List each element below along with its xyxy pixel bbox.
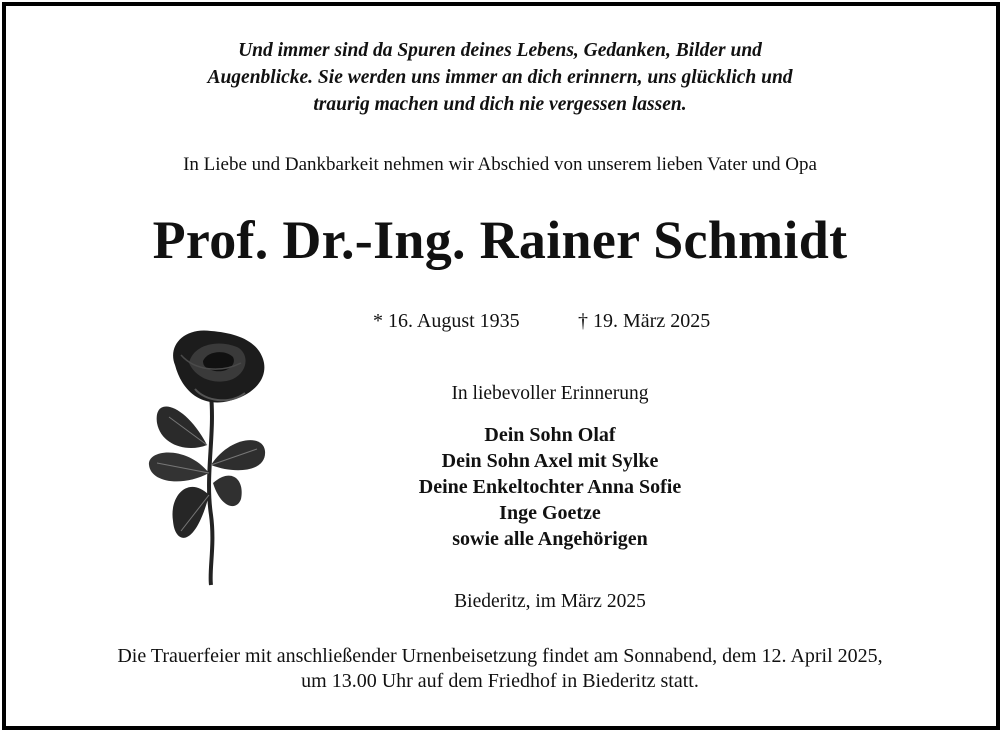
mourner-3: Deine Enkeltochter Anna Sofie <box>418 476 682 498</box>
mourner-2: Dein Sohn Axel mit Sylke <box>441 450 659 472</box>
rose-icon <box>145 325 285 590</box>
poem-line-3: traurig machen und dich nie vergessen lassen. <box>313 94 687 115</box>
memory-line: In liebevoller Erinnerung <box>451 383 649 404</box>
mourner-4: Inge Goetze <box>499 502 601 524</box>
mourner-5: sowie alle Angehörigen <box>452 528 648 550</box>
birth-date: * 16. August 1935 <box>373 310 520 332</box>
poem-line-2: Augenblicke. Sie werden uns immer an dich erinnern, uns glücklich und <box>207 67 793 88</box>
funeral-note-line-1: Die Trauerfeier mit anschließender Urnenbeisetzung findet am Sonnabend, dem 12. April 2025, <box>117 645 883 667</box>
funeral-note-line-2: um 13.00 Uhr auf dem Friedhof in Biederitz statt. <box>301 670 699 692</box>
place-date: Biederitz, im März 2025 <box>454 591 646 612</box>
death-date: † 19. März 2025 <box>578 310 711 332</box>
farewell-intro: In Liebe und Dankbarkeit nehmen wir Abschied von unserem lieben Vater und Opa <box>183 154 817 175</box>
deceased-name: Prof. Dr.-Ing. Rainer Schmidt <box>152 210 848 270</box>
poem-line-1: Und immer sind da Spuren deines Lebens, Gedanken, Bilder und <box>238 40 762 61</box>
mourner-1: Dein Sohn Olaf <box>484 424 616 446</box>
